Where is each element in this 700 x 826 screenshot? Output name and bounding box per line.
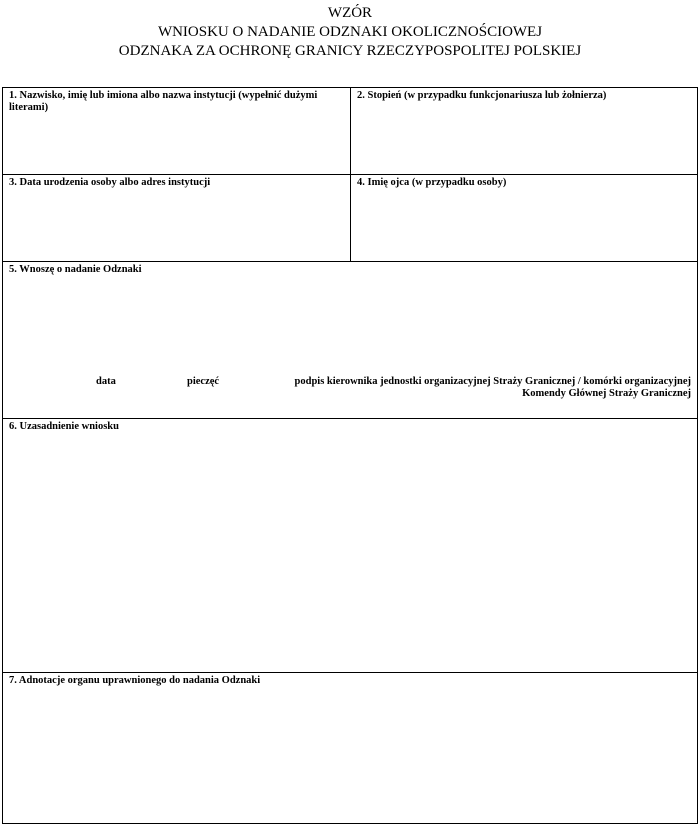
signature-signer-line-2: Komendy Głównej Straży Granicznej — [522, 388, 691, 399]
field-birthdate-address[interactable] — [3, 175, 350, 261]
field-father-name[interactable] — [351, 175, 697, 261]
field-name[interactable] — [3, 88, 350, 174]
field-rank[interactable] — [351, 88, 697, 174]
field-birthdate-address-label: 3. Data urodzenia osoby albo adres instytucji — [9, 177, 211, 188]
signature-signer-label — [295, 376, 691, 400]
signature-date-label: data — [96, 376, 116, 387]
header-title: WZÓR — [327, 5, 373, 21]
field-rank-label: 2. Stopień (w przypadku funkcjonariusza lub żołnierza) — [357, 90, 607, 101]
field-annotations[interactable] — [3, 673, 697, 823]
application-form — [2, 87, 698, 824]
field-annotations-label: 7. Adnotacje organu uprawnionego do nadania Odznaki — [9, 675, 261, 686]
header-subtitle-1: WNIOSKU O NADANIE ODZNAKI OKOLICZNOŚCIOWEJ — [157, 24, 543, 40]
signature-signer-line-1: podpis kierownika jednostki organizacyjnej Straży Granicznej / komórki organizacyjnej — [294, 376, 691, 387]
field-justification[interactable] — [3, 419, 697, 672]
form-header — [0, 4, 700, 61]
field-name-label: 1. Nazwisko, imię lub imiona albo nazwa instytucji (wypełnić dużymi literami) — [9, 90, 318, 113]
field-father-name-label: 4. Imię ojca (w przypadku osoby) — [357, 177, 507, 188]
signature-stamp-label: pieczęć — [187, 376, 220, 387]
field-request-label: 5. Wnoszę o nadanie Odznaki — [9, 264, 142, 275]
field-justification-label: 6. Uzasadnienie wniosku — [9, 421, 119, 432]
header-subtitle-2: ODZNAKA ZA OCHRONĘ GRANICY RZECZYPOSPOLITEJ POLSKIEJ — [118, 43, 582, 59]
